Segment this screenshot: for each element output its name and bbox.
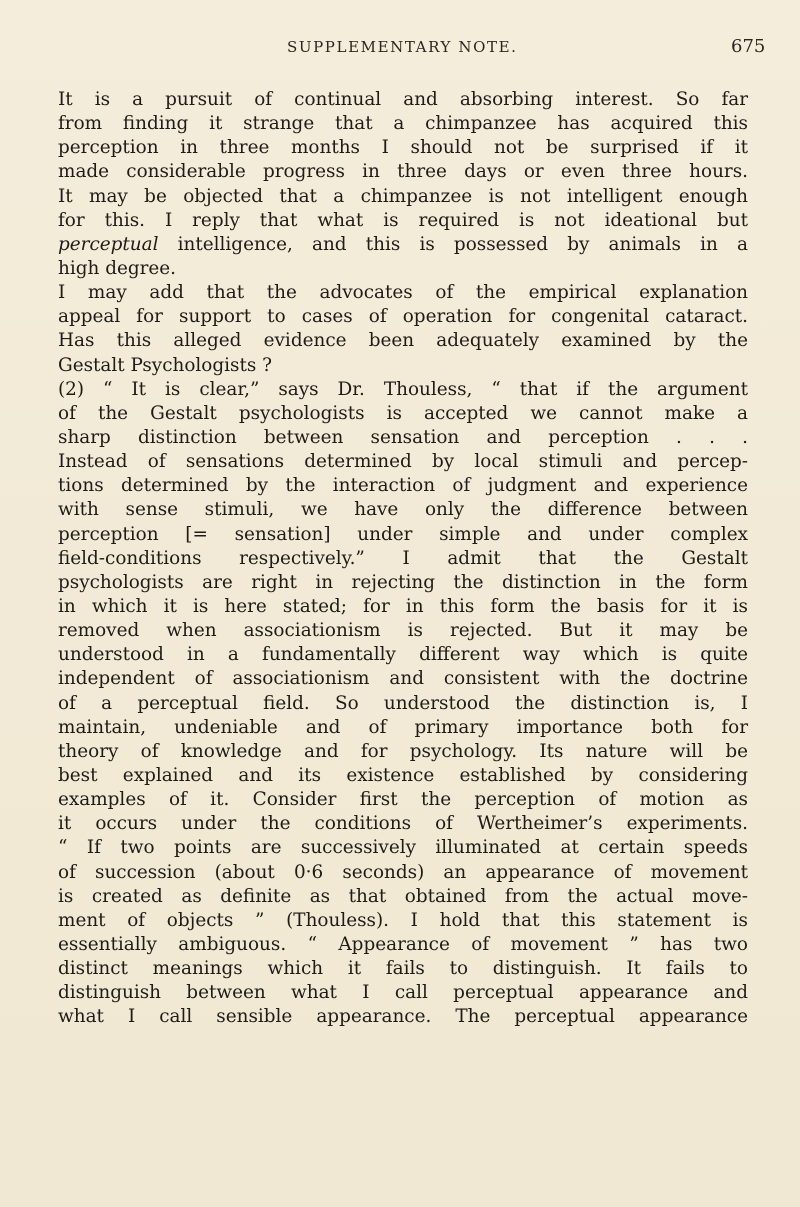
text-line: from finding it strange that a chimpanzee has acquired this [58, 113, 748, 135]
text-line: distinguish between what I call perceptual appearance and [58, 982, 748, 1004]
text-line: what I call sensible appearance. The perceptual appearance [58, 1006, 748, 1028]
text-line: tions determined by the interaction of judgment and experience [58, 475, 748, 497]
text-line: independent of associationism and consistent with the doctrine [58, 668, 748, 690]
text-line: for this. I reply that what is required is not ideational but [58, 209, 748, 231]
text-line: of a perceptual field. So understood the distinction is, I [58, 692, 748, 714]
body-text [58, 88, 748, 1029]
text-line: perception in three months I should not be surprised if it [58, 137, 748, 159]
text-line: maintain, undeniable and of primary importance both for [58, 716, 748, 738]
text-line: best explained and its existence established by considering [58, 764, 748, 786]
text-line: Has this alleged evidence been adequately examined by the [58, 330, 748, 352]
running-head: SUPPLEMENTARY NOTE. [287, 38, 518, 56]
text-line: I may add that the advocates of the empirical explanation [58, 282, 748, 304]
text-line: of succession (about 0·6 seconds) an appearance of movement [58, 861, 748, 883]
text-line: ment of objects ” (Thouless). I hold that this statement is [58, 909, 748, 931]
page-number: 675 [731, 36, 766, 57]
text-line: Instead of sensations determined by local stimuli and percep- [58, 451, 748, 473]
text-line: psychologists are right in rejecting the distinction in the form [58, 571, 748, 593]
text-line: perceptual intelligence, and this is possessed by animals in a [58, 233, 748, 255]
text-line: with sense stimuli, we have only the difference between [58, 499, 748, 521]
text-line: made considerable progress in three days or even three hours. [58, 161, 748, 183]
text-line: distinct meanings which it fails to distinguish. It fails to [58, 958, 748, 980]
text-line: understood in a fundamentally different way which is quite [58, 644, 748, 666]
text-line: theory of knowledge and for psychology. Its nature will be [58, 740, 748, 762]
text-line: It is a pursuit of continual and absorbing interest. So far [58, 89, 748, 110]
text-line: (2) “ It is clear,” says Dr. Thouless, “ that if the argument [58, 378, 748, 400]
text-line: essentially ambiguous. “ Appearance of movement ” has two [58, 933, 748, 955]
text-line: sharp distinction between sensation and perception . . . [58, 426, 748, 448]
text-line: of the Gestalt psychologists is accepted we cannot make a [58, 402, 748, 424]
text-line: removed when associationism is rejected. But it may be [58, 620, 748, 642]
text-line: is created as definite as that obtained from the actual move- [58, 885, 748, 907]
text-line: Gestalt Psychologists ? [58, 354, 272, 376]
text-line: it occurs under the conditions of Wertheimer’s experiments. [58, 813, 748, 835]
text-line: high degree. [58, 257, 177, 279]
text-line: perception [= sensation] under simple and under complex [58, 523, 748, 545]
text-line: “ If two points are successively illuminated at certain speeds [58, 837, 748, 859]
text-line: field-conditions respectively.” I admit that the Gestalt [58, 547, 748, 569]
text-line: in which it is here stated; for in this form the basis for it is [58, 595, 748, 617]
text-line: appeal for support to cases of operation for congenital cataract. [58, 306, 748, 328]
text-line: It may be objected that a chimpanzee is not intelligent enough [58, 185, 748, 207]
text-line: examples of it. Consider first the perception of motion as [58, 789, 748, 811]
